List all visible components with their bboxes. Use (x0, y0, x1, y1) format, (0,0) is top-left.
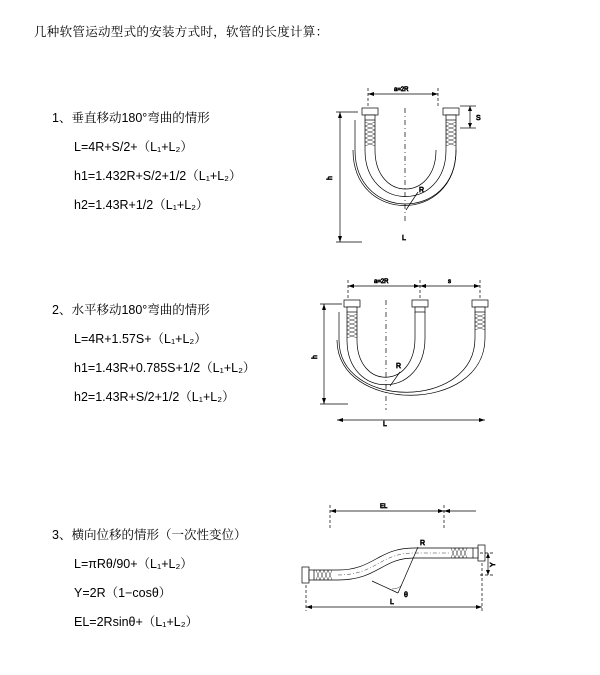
section-1-formula-1: L=4R+S/2+（L₁+L₂） (74, 140, 193, 154)
dim-s: s (448, 279, 451, 285)
page-title: 几种软管运动型式的安装方式时，软管的长度计算： (34, 25, 329, 39)
section-2-text (52, 300, 312, 416)
section-1-figure (310, 72, 500, 272)
dim-a-2r: a=2R (394, 87, 409, 93)
lateral-offset-diagram (292, 489, 502, 629)
section-2-title: 2、水平移动180°弯曲的情形 (52, 303, 210, 317)
label-L-2: L (383, 421, 387, 428)
label-L-3: L (390, 599, 394, 606)
dim-EL: EL (380, 504, 388, 510)
section-2-figure (308, 264, 508, 444)
label-h: h (327, 176, 334, 180)
section-1-title: 1、垂直移动180°弯曲的情形 (52, 111, 210, 125)
label-R: R (419, 187, 425, 194)
section-2-formula-1: L=4R+1.57S+（L₁+L₂） (74, 332, 207, 346)
section-1-formula-3: h2=1.43R+1/2（L₁+L₂） (74, 198, 209, 212)
section-3-text (52, 525, 312, 641)
dim-a-2r-2: a=2R (374, 279, 389, 285)
section-3-figure (292, 489, 502, 629)
label-theta: θ (404, 592, 408, 599)
section-1-formula-2: h1=1.432R+S/2+1/2（L₁+L₂） (74, 169, 242, 183)
section-3-formula-3: EL=2Rsinθ+（L₁+L₂） (74, 615, 199, 629)
section-3-title: 3、横向位移的情形（一次性变位） (52, 528, 247, 542)
section-3-formula-1: L=πRθ/90+（L₁+L₂） (74, 557, 193, 571)
label-R-3: R (420, 540, 426, 547)
section-2-formula-3: h2=1.43R+S/2+1/2（L₁+L₂） (74, 390, 235, 404)
label-S: S (476, 115, 481, 122)
label-R-2: R (396, 363, 402, 370)
label-Y: Y (490, 562, 497, 567)
label-L: L (402, 235, 406, 242)
horizontal-180-bend-diagram (308, 264, 508, 444)
label-h-2: h (312, 355, 319, 359)
section-1-text (52, 108, 312, 224)
section-2-formula-2: h1=1.43R+0.785S+1/2（L₁+L₂） (74, 361, 256, 375)
section-3-formula-2: Y=2R（1−cosθ） (74, 586, 172, 600)
vertical-180-bend-diagram (310, 72, 500, 272)
